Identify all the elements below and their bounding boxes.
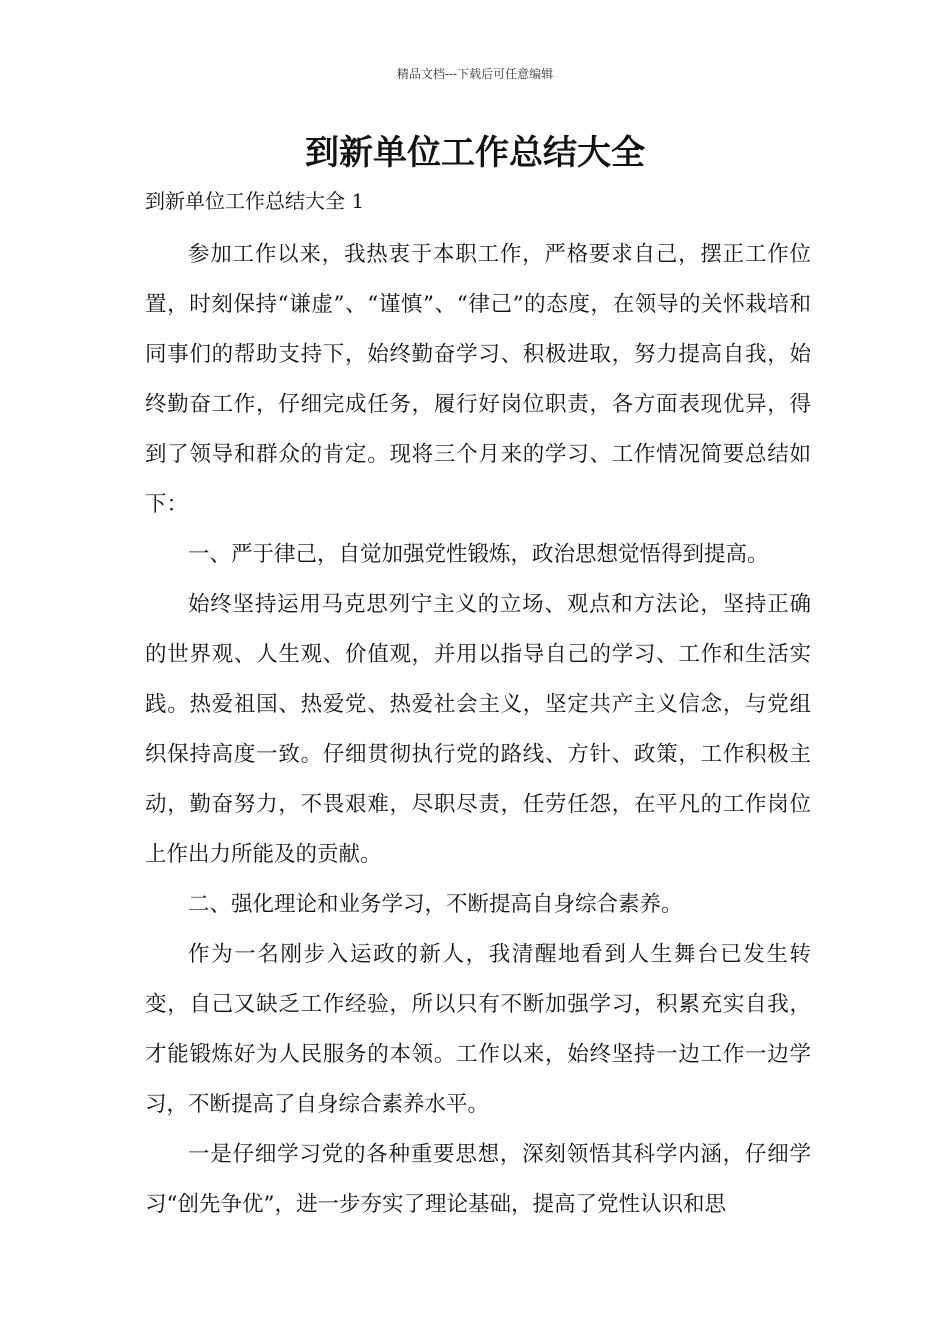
paragraph-section-1: 始终坚持运用马克思列宁主义的立场、观点和方法论，坚持正确的世界观、人生观、价值观，并用以指导自己的学习、工作和生活实践。热爱祖国、热爱党、热爱社会主义，坚定共产主义信念，与党组织保持高度一致。仔细贯彻执行党的路线、方针、政策，工作积极主动，勤奋努力，不畏艰难，尽职尽责，任劳任怨，在平凡的工作岗位上作出力所能及的贡献。 <box>145 592 811 867</box>
document-subtitle: 到新单位工作总结大全 1 <box>145 189 365 213</box>
document-title: 到新单位工作总结大全 <box>305 133 645 173</box>
section-heading-2: 二、强化理论和业务学习，不断提高自身综合素养。 <box>188 892 683 917</box>
paragraph-intro: 参加工作以来，我热衷于本职工作，严格要求自己，摆正工作位置，时刻保持“谦虚”、“谨慎”、“律己”的态度，在领导的关怀栽培和同事们的帮助支持下，始终勤奋学习、积极进取，努力提高自我，始终勤奋工作，仔细完成任务，履行好岗位职责，各方面表现优异，得到了领导和群众的肯定。现将三个月来的学习、工作情况简要总结如下： <box>145 242 811 517</box>
section-heading-1: 一、严于律己，自觉加强党性锻炼，政治思想觉悟得到提高。 <box>188 542 769 567</box>
document-body <box>145 230 811 1230</box>
page-header: 精品文档---下载后可任意编辑 <box>396 67 554 81</box>
paragraph-section-2: 作为一名刚步入运政的新人，我清醒地看到人生舞台已发生转变，自己又缺乏工作经验，所以只有不断加强学习，积累充实自我，才能锻炼好为人民服务的本领。工作以来，始终坚持一边工作一边学习，不断提高了自身综合素养水平。 <box>145 942 811 1117</box>
paragraph-point-1: 一是仔细学习党的各种重要思想，深刻领悟其科学内涵，仔细学习“创先争优”，进一步夯实了理论基础，提高了党性认识和思 <box>145 1142 811 1217</box>
